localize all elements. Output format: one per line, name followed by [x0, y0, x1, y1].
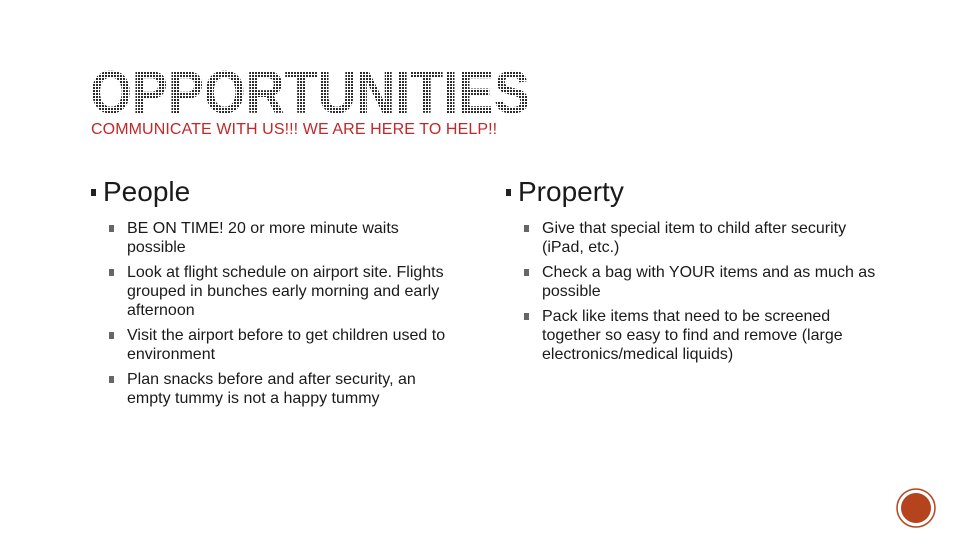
square-bullet-icon [506, 189, 511, 196]
list-item-text: Plan snacks before and after security, an empty tummy is not a happy tummy [127, 371, 416, 407]
list-item-text: Check a bag with YOUR items and as much as possible [542, 264, 876, 300]
list-item [109, 326, 451, 364]
slide-title-graphic [90, 60, 540, 120]
list-item [109, 219, 451, 257]
list-item-text: Give that special item to child after security (iPad, etc.) [542, 220, 847, 256]
square-bullet-icon [91, 189, 96, 196]
list-item [524, 219, 886, 257]
square-bullet-icon [524, 225, 529, 232]
list-item-text: Visit the airport before to get children used to environment [127, 327, 446, 363]
square-bullet-icon [109, 269, 114, 276]
property-heading [506, 175, 886, 209]
list-item [109, 263, 451, 320]
property-column [506, 175, 886, 370]
circular-badge-icon [895, 487, 937, 529]
people-list [109, 219, 451, 408]
square-bullet-icon [109, 332, 114, 339]
square-bullet-icon [524, 313, 529, 320]
list-item [524, 307, 886, 364]
list-item [524, 263, 886, 301]
square-bullet-icon [524, 269, 529, 276]
people-heading [91, 175, 451, 209]
property-list [524, 219, 886, 364]
people-column [91, 175, 451, 414]
list-item-text: Pack like items that need to be screened together so easy to find and remove (large electronics/medical liquids) [542, 308, 843, 363]
people-heading-label: People [103, 176, 191, 207]
square-bullet-icon [109, 376, 114, 383]
slide-title-text: OPPORTUNITIES [90, 60, 530, 120]
slide-subtitle: COMMUNICATE WITH US!!! WE ARE HERE TO HELP!! [91, 121, 498, 138]
list-item [109, 370, 451, 408]
list-item-text: Look at flight schedule on airport site. Flights grouped in bunches early morning and early afternoon [127, 264, 444, 319]
slide-title [90, 60, 540, 120]
property-heading-label: Property [518, 176, 624, 207]
list-item-text: BE ON TIME! 20 or more minute waits possible [127, 220, 399, 256]
square-bullet-icon [109, 225, 114, 232]
